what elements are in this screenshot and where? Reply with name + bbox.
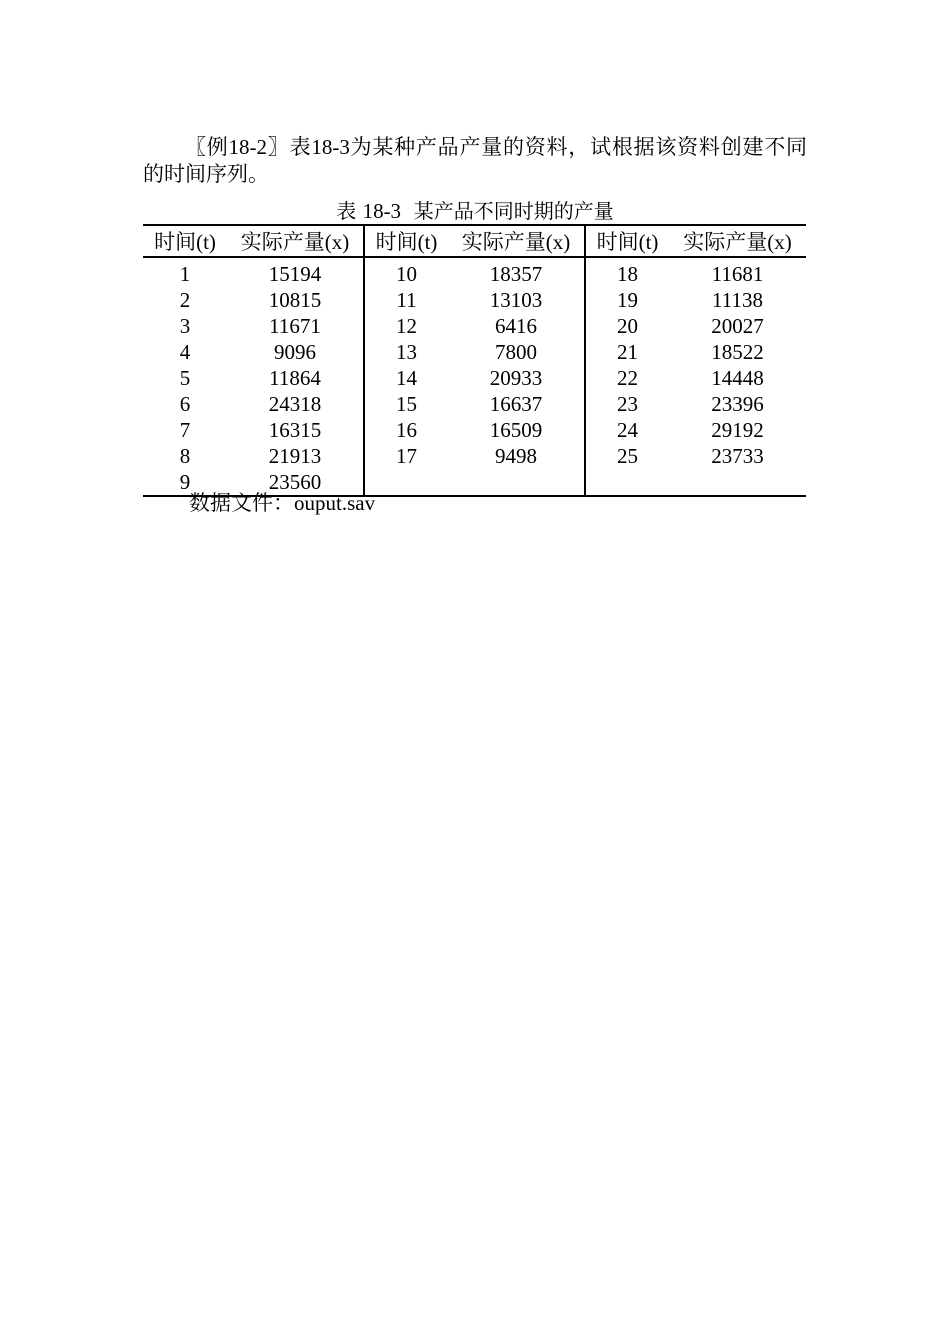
cell-output-1: 15194 xyxy=(268,261,322,286)
cell-output-3: 11138 xyxy=(712,287,763,312)
cell-output-3: 29192 xyxy=(711,417,764,442)
cell-time-1: 6 xyxy=(179,391,191,416)
table-row xyxy=(143,417,806,443)
cell-time-2: 11 xyxy=(364,287,448,313)
cell-output-1: 23560 xyxy=(268,469,322,494)
caption-prefix: 表 xyxy=(336,199,357,223)
header-output-3: 实际产量(x) xyxy=(683,230,792,254)
table-row xyxy=(143,391,806,417)
cell-output-1: 16315 xyxy=(268,417,322,442)
cell-time-1: 5 xyxy=(179,365,191,390)
cell-time-2: 13 xyxy=(364,339,448,365)
cell-output-3: 14448 xyxy=(711,365,764,390)
cell-output-3: 11681 xyxy=(711,261,764,286)
cell-output-2: 9498 xyxy=(495,443,537,468)
table-row xyxy=(143,365,806,391)
caption-number: 18-3 xyxy=(362,199,402,223)
production-table xyxy=(143,224,806,497)
cell-time-3: 25 xyxy=(585,443,669,469)
table-row xyxy=(143,443,806,469)
header-output-1: 实际产量(x) xyxy=(240,230,350,254)
table-row xyxy=(143,287,806,313)
cell-output-2 xyxy=(448,469,585,496)
cell-time-1: 7 xyxy=(179,417,191,442)
cell-output-2: 20933 xyxy=(489,365,543,390)
table-header-row xyxy=(143,225,806,257)
header-time-3: 时间(t) xyxy=(585,225,669,257)
cell-time-3: 21 xyxy=(585,339,669,365)
cell-time-3 xyxy=(585,469,669,496)
header-time-1: 时间(t) xyxy=(154,230,216,254)
cell-output-2: 6416 xyxy=(495,313,537,338)
cell-output-2: 7800 xyxy=(495,339,537,364)
cell-time-3: 19 xyxy=(585,287,669,313)
cell-time-3: 24 xyxy=(585,417,669,443)
cell-output-2: 16509 xyxy=(489,417,543,442)
caption-title: 某产品不同时期的产量 xyxy=(413,199,614,223)
cell-output-1: 21913 xyxy=(268,443,322,468)
cell-output-1: 11864 xyxy=(269,365,321,390)
cell-time-1: 1 xyxy=(179,261,191,286)
cell-output-3: 20027 xyxy=(711,313,764,338)
cell-time-2: 15 xyxy=(364,391,448,417)
table-row xyxy=(143,339,806,365)
table-row xyxy=(143,257,806,287)
cell-time-3: 22 xyxy=(585,365,669,391)
cell-output-3: 18522 xyxy=(711,339,764,364)
cell-time-2: 17 xyxy=(364,443,448,469)
cell-output-2: 18357 xyxy=(489,261,543,286)
data-file-note: 数据文件：ouput.sav xyxy=(189,491,376,515)
cell-time-2: 10 xyxy=(364,257,448,287)
cell-time-1: 2 xyxy=(179,287,191,312)
table-caption xyxy=(143,198,807,224)
header-output-2: 实际产量(x) xyxy=(461,230,571,254)
table-row xyxy=(143,313,806,339)
cell-time-1: 3 xyxy=(179,313,191,338)
cell-time-3: 23 xyxy=(585,391,669,417)
cell-time-2 xyxy=(364,469,448,496)
intro-paragraph: 〖例18-2〗表18-3为某种产品产量的资料，试根据该资料创建不同的时间序列。 xyxy=(143,135,807,186)
cell-output-3: 23733 xyxy=(711,443,764,468)
cell-output-3: 23396 xyxy=(711,391,764,416)
cell-output-2: 16637 xyxy=(489,391,543,416)
cell-output-1: 11671 xyxy=(269,313,321,338)
cell-time-3: 20 xyxy=(585,313,669,339)
cell-time-1: 8 xyxy=(179,443,191,468)
header-time-2: 时间(t) xyxy=(364,225,448,257)
cell-time-3: 18 xyxy=(585,257,669,287)
cell-time-1: 4 xyxy=(179,339,191,364)
cell-output-1: 24318 xyxy=(268,391,322,416)
cell-output-1: 9096 xyxy=(274,339,316,364)
cell-output-1: 10815 xyxy=(268,287,322,312)
cell-output-3 xyxy=(669,469,806,496)
cell-time-2: 14 xyxy=(364,365,448,391)
cell-output-2: 13103 xyxy=(489,287,543,312)
cell-time-1: 9 xyxy=(179,469,191,494)
cell-time-2: 12 xyxy=(364,313,448,339)
cell-time-2: 16 xyxy=(364,417,448,443)
